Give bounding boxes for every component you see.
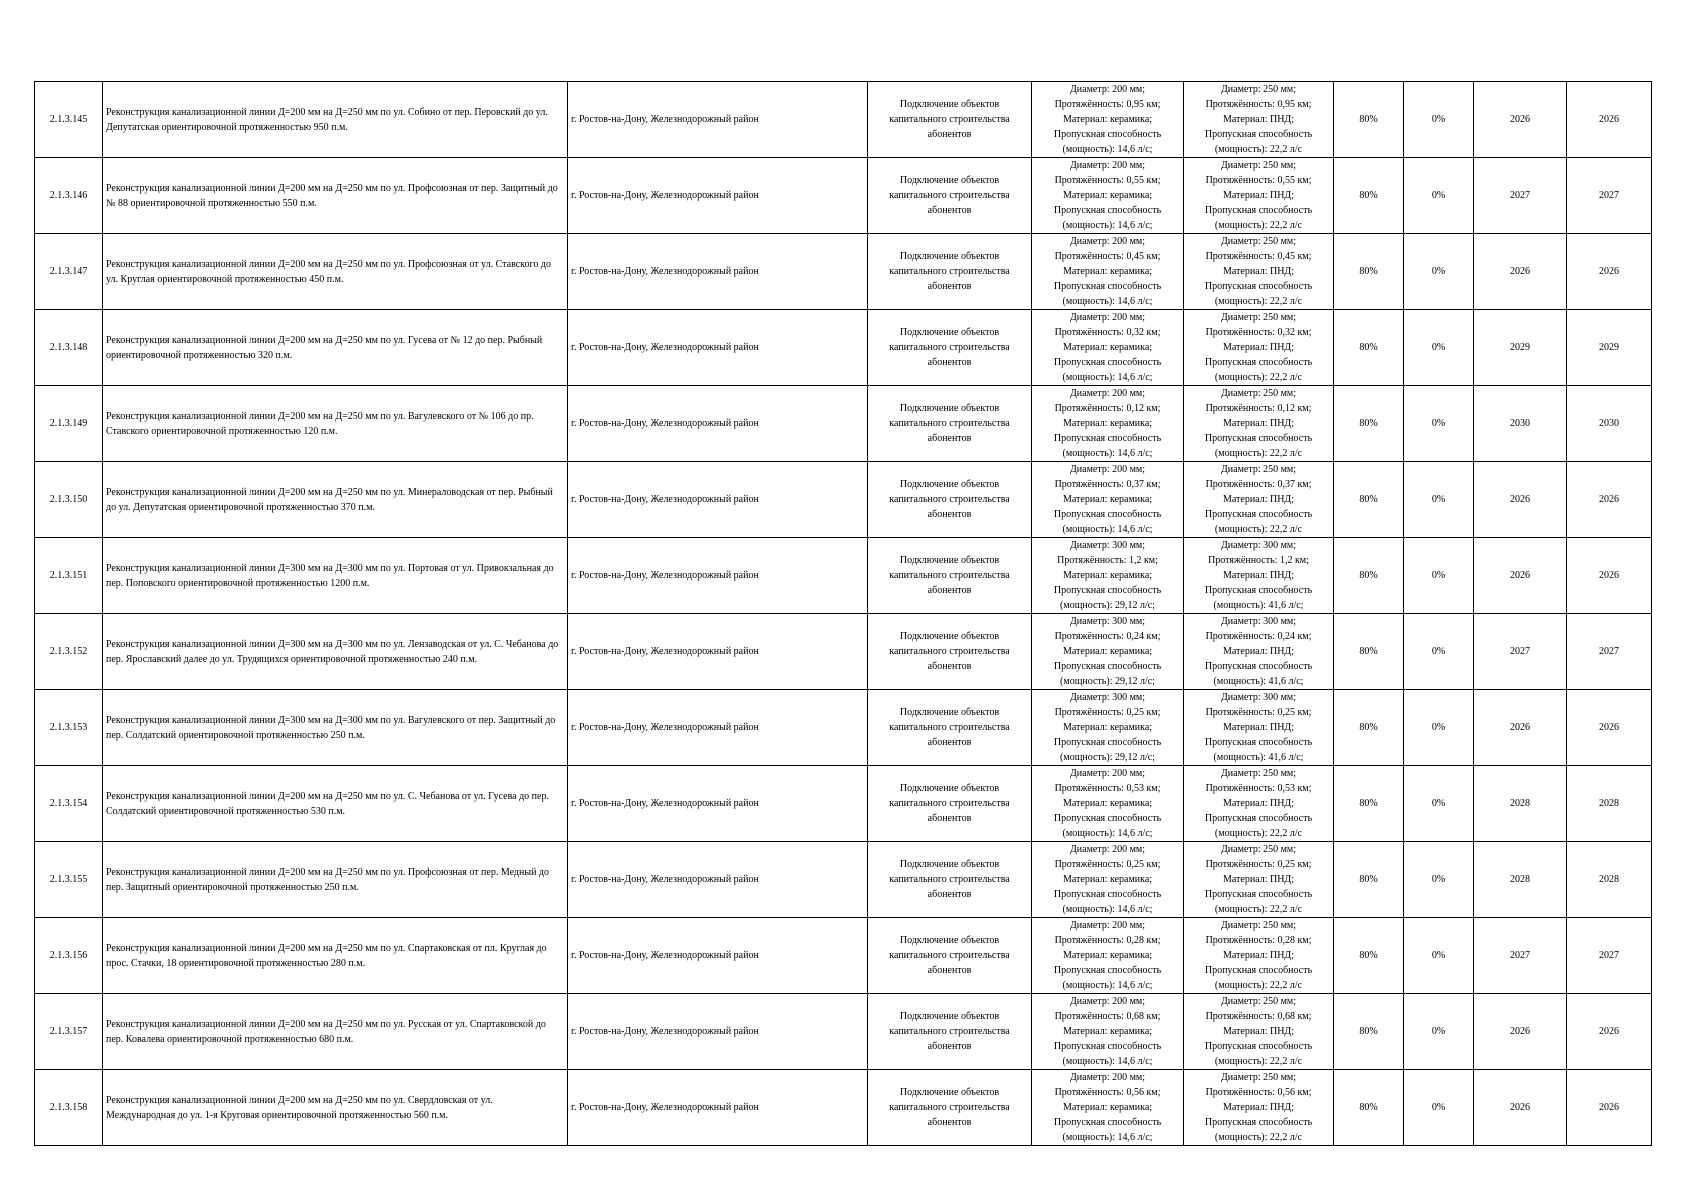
parameter-line: Материал: ПНД; bbox=[1222, 1102, 1295, 1113]
parameter-line: Диаметр: 300 мм; bbox=[1069, 692, 1146, 703]
parameter-line: Протяжённость: 0,53 км; bbox=[1205, 783, 1312, 794]
parameter-line: Диаметр: 200 мм; bbox=[1069, 388, 1146, 399]
project-purpose: Подключение объектов капитального строительства абонентов bbox=[868, 842, 1032, 918]
parameter-line: Диаметр: 300 мм; bbox=[1069, 540, 1146, 551]
table-row bbox=[35, 538, 1652, 614]
parameter-line: Протяжённость: 0,45 км; bbox=[1205, 251, 1312, 262]
parameter-line: Пропускная способность bbox=[1053, 357, 1162, 368]
parameter-line: Материал: ПНД; bbox=[1222, 570, 1295, 581]
parameter-line: Диаметр: 200 мм; bbox=[1069, 464, 1146, 475]
percent-value: 80% bbox=[1334, 158, 1404, 234]
row-number: 2.1.3.158 bbox=[35, 1070, 103, 1146]
parameter-line: Протяжённость: 0,32 км; bbox=[1205, 327, 1312, 338]
parameter-line: Протяжённость: 0,24 км; bbox=[1054, 631, 1161, 642]
parameter-line: Материал: ПНД; bbox=[1222, 190, 1295, 201]
parameter-line: (мощность): 22,2 л/с bbox=[1214, 1132, 1303, 1143]
table-row bbox=[35, 234, 1652, 310]
parameter-line: Материал: ПНД; bbox=[1222, 114, 1295, 125]
row-number: 2.1.3.146 bbox=[35, 158, 103, 234]
parameters-after bbox=[1184, 234, 1334, 310]
table-row bbox=[35, 918, 1652, 994]
parameters-before bbox=[1032, 234, 1184, 310]
project-purpose: Подключение объектов капитального строительства абонентов bbox=[868, 614, 1032, 690]
parameter-line: Пропускная способность bbox=[1053, 1117, 1162, 1128]
parameter-line: Материал: керамика; bbox=[1062, 418, 1153, 429]
percent-value: 80% bbox=[1334, 918, 1404, 994]
parameter-line: (мощность): 41,6 л/с; bbox=[1213, 676, 1304, 687]
parameter-line: (мощность): 22,2 л/с bbox=[1214, 904, 1303, 915]
project-address: г. Ростов-на-Дону, Железнодорожный район bbox=[568, 842, 868, 918]
parameters-after bbox=[1184, 386, 1334, 462]
parameter-line: (мощность): 22,2 л/с bbox=[1214, 828, 1303, 839]
project-purpose: Подключение объектов капитального строительства абонентов bbox=[868, 386, 1032, 462]
row-number: 2.1.3.145 bbox=[35, 82, 103, 158]
parameter-line: Протяжённость: 0,25 км; bbox=[1205, 707, 1312, 718]
row-number: 2.1.3.150 bbox=[35, 462, 103, 538]
parameter-line: (мощность): 14,6 л/с; bbox=[1062, 828, 1153, 839]
parameters-after bbox=[1184, 614, 1334, 690]
percent-value: 0% bbox=[1404, 614, 1474, 690]
parameter-line: Протяжённость: 0,37 км; bbox=[1054, 479, 1161, 490]
start-year: 2026 bbox=[1474, 690, 1567, 766]
parameter-line: Пропускная способность bbox=[1053, 813, 1162, 824]
start-year: 2029 bbox=[1474, 310, 1567, 386]
percent-value: 0% bbox=[1404, 538, 1474, 614]
end-year: 2026 bbox=[1567, 1070, 1652, 1146]
parameter-line: Диаметр: 300 мм; bbox=[1220, 692, 1297, 703]
percent-value: 80% bbox=[1334, 766, 1404, 842]
table-row bbox=[35, 310, 1652, 386]
project-name: Реконструкция канализационной линии Д=200 мм на Д=250 мм по ул. Профсоюзная от ул. Ставского до ул. Круглая ориентировочной протяженностью 450 п.м. bbox=[103, 234, 568, 310]
percent-value: 0% bbox=[1404, 918, 1474, 994]
row-number: 2.1.3.154 bbox=[35, 766, 103, 842]
start-year: 2026 bbox=[1474, 1070, 1567, 1146]
parameters-after bbox=[1184, 158, 1334, 234]
end-year: 2028 bbox=[1567, 766, 1652, 842]
project-address: г. Ростов-на-Дону, Железнодорожный район bbox=[568, 386, 868, 462]
parameter-line: Пропускная способность bbox=[1204, 1117, 1313, 1128]
parameters-before bbox=[1032, 690, 1184, 766]
parameter-line: Пропускная способность bbox=[1053, 585, 1162, 596]
table-row bbox=[35, 462, 1652, 538]
parameter-line: Протяжённость: 0,12 км; bbox=[1205, 403, 1312, 414]
row-number: 2.1.3.156 bbox=[35, 918, 103, 994]
project-address: г. Ростов-на-Дону, Железнодорожный район bbox=[568, 1070, 868, 1146]
parameter-line: Материал: керамика; bbox=[1062, 342, 1153, 353]
start-year: 2026 bbox=[1474, 994, 1567, 1070]
end-year: 2027 bbox=[1567, 158, 1652, 234]
parameter-line: Диаметр: 250 мм; bbox=[1220, 464, 1297, 475]
end-year: 2030 bbox=[1567, 386, 1652, 462]
percent-value: 80% bbox=[1334, 614, 1404, 690]
parameter-line: (мощность): 29,12 л/с; bbox=[1060, 752, 1155, 763]
parameter-line: Материал: ПНД; bbox=[1222, 418, 1295, 429]
table-row bbox=[35, 1070, 1652, 1146]
parameters-after bbox=[1184, 462, 1334, 538]
end-year: 2026 bbox=[1567, 462, 1652, 538]
percent-value: 0% bbox=[1404, 310, 1474, 386]
project-name: Реконструкция канализационной линии Д=200 мм на Д=250 мм по ул. Вагулевского от № 106 до пр. Ставского ориентировочной протяженностью 120 п.м. bbox=[103, 386, 568, 462]
parameter-line: Протяжённость: 0,32 км; bbox=[1054, 327, 1161, 338]
parameters-after bbox=[1184, 994, 1334, 1070]
parameter-line: (мощность): 22,2 л/с bbox=[1214, 448, 1303, 459]
parameter-line: Диаметр: 250 мм; bbox=[1220, 84, 1297, 95]
parameter-line: (мощность): 14,6 л/с; bbox=[1062, 144, 1153, 155]
percent-value: 0% bbox=[1404, 1070, 1474, 1146]
parameter-line: Пропускная способность bbox=[1204, 737, 1313, 748]
parameter-line: (мощность): 14,6 л/с; bbox=[1062, 1132, 1153, 1143]
parameter-line: Пропускная способность bbox=[1204, 129, 1313, 140]
row-number: 2.1.3.155 bbox=[35, 842, 103, 918]
row-number: 2.1.3.152 bbox=[35, 614, 103, 690]
parameter-line: Протяжённость: 0,12 км; bbox=[1054, 403, 1161, 414]
parameter-line: Материал: керамика; bbox=[1062, 1102, 1153, 1113]
percent-value: 0% bbox=[1404, 462, 1474, 538]
end-year: 2029 bbox=[1567, 310, 1652, 386]
parameter-line: (мощность): 14,6 л/с; bbox=[1062, 980, 1153, 991]
parameter-line: (мощность): 14,6 л/с; bbox=[1062, 448, 1153, 459]
parameter-line: Материал: керамика; bbox=[1062, 950, 1153, 961]
parameters-before bbox=[1032, 462, 1184, 538]
parameter-line: (мощность): 22,2 л/с bbox=[1214, 524, 1303, 535]
parameter-line: Материал: ПНД; bbox=[1222, 494, 1295, 505]
parameter-line: Протяжённость: 0,95 км; bbox=[1054, 99, 1161, 110]
start-year: 2027 bbox=[1474, 918, 1567, 994]
parameter-line: Протяжённость: 0,56 км; bbox=[1205, 1087, 1312, 1098]
project-address: г. Ростов-на-Дону, Железнодорожный район bbox=[568, 766, 868, 842]
table-row bbox=[35, 842, 1652, 918]
start-year: 2026 bbox=[1474, 538, 1567, 614]
parameter-line: Пропускная способность bbox=[1204, 205, 1313, 216]
parameter-line: (мощность): 14,6 л/с; bbox=[1062, 524, 1153, 535]
row-number: 2.1.3.148 bbox=[35, 310, 103, 386]
percent-value: 0% bbox=[1404, 690, 1474, 766]
parameter-line: Диаметр: 300 мм; bbox=[1069, 616, 1146, 627]
end-year: 2026 bbox=[1567, 538, 1652, 614]
parameter-line: Диаметр: 250 мм; bbox=[1220, 312, 1297, 323]
project-purpose: Подключение объектов капитального строительства абонентов bbox=[868, 994, 1032, 1070]
parameter-line: Материал: ПНД; bbox=[1222, 1026, 1295, 1037]
parameter-line: Диаметр: 200 мм; bbox=[1069, 996, 1146, 1007]
parameter-line: Пропускная способность bbox=[1204, 813, 1313, 824]
parameter-line: Пропускная способность bbox=[1053, 737, 1162, 748]
project-address: г. Ростов-на-Дону, Железнодорожный район bbox=[568, 918, 868, 994]
parameter-line: Протяжённость: 0,68 км; bbox=[1054, 1011, 1161, 1022]
project-address: г. Ростов-на-Дону, Железнодорожный район bbox=[568, 994, 868, 1070]
row-number: 2.1.3.153 bbox=[35, 690, 103, 766]
parameters-before bbox=[1032, 1070, 1184, 1146]
parameter-line: Протяжённость: 0,37 км; bbox=[1205, 479, 1312, 490]
project-name: Реконструкция канализационной линии Д=200 мм на Д=250 мм по ул. Профсоюзная от пер. Медный до пер. Защитный ориентировочной протяженностью 250 п.м. bbox=[103, 842, 568, 918]
parameter-line: Материал: керамика; bbox=[1062, 266, 1153, 277]
parameters-before bbox=[1032, 386, 1184, 462]
parameter-line: Материал: керамика; bbox=[1062, 1026, 1153, 1037]
table-row bbox=[35, 690, 1652, 766]
parameter-line: Пропускная способность bbox=[1053, 433, 1162, 444]
parameter-line: Протяжённость: 0,55 км; bbox=[1054, 175, 1161, 186]
parameter-line: Протяжённость: 0,45 км; bbox=[1054, 251, 1161, 262]
percent-value: 80% bbox=[1334, 386, 1404, 462]
parameter-line: Материал: ПНД; bbox=[1222, 722, 1295, 733]
table-row bbox=[35, 766, 1652, 842]
row-number: 2.1.3.151 bbox=[35, 538, 103, 614]
parameters-before bbox=[1032, 158, 1184, 234]
project-purpose: Подключение объектов капитального строительства абонентов bbox=[868, 462, 1032, 538]
parameter-line: (мощность): 41,6 л/с; bbox=[1213, 752, 1304, 763]
row-number: 2.1.3.147 bbox=[35, 234, 103, 310]
parameter-line: Диаметр: 300 мм; bbox=[1220, 616, 1297, 627]
start-year: 2028 bbox=[1474, 842, 1567, 918]
project-address: г. Ростов-на-Дону, Железнодорожный район bbox=[568, 614, 868, 690]
percent-value: 80% bbox=[1334, 690, 1404, 766]
end-year: 2027 bbox=[1567, 614, 1652, 690]
parameter-line: Пропускная способность bbox=[1204, 509, 1313, 520]
project-name: Реконструкция канализационной линии Д=200 мм на Д=250 мм по ул. Свердловская от ул. Международная до ул. 1-я Круговая ориентировочной протяженностью 560 п.м. bbox=[103, 1070, 568, 1146]
project-purpose: Подключение объектов капитального строительства абонентов bbox=[868, 766, 1032, 842]
parameters-before bbox=[1032, 310, 1184, 386]
parameters-before bbox=[1032, 82, 1184, 158]
parameter-line: Диаметр: 200 мм; bbox=[1069, 1072, 1146, 1083]
parameter-line: Пропускная способность bbox=[1204, 661, 1313, 672]
parameter-line: (мощность): 14,6 л/с; bbox=[1062, 904, 1153, 915]
project-purpose: Подключение объектов капитального строительства абонентов bbox=[868, 158, 1032, 234]
parameter-line: Пропускная способность bbox=[1053, 1041, 1162, 1052]
parameter-line: Диаметр: 200 мм; bbox=[1069, 920, 1146, 931]
parameter-line: Пропускная способность bbox=[1053, 509, 1162, 520]
parameters-after bbox=[1184, 918, 1334, 994]
parameter-line: (мощность): 14,6 л/с; bbox=[1062, 296, 1153, 307]
project-name: Реконструкция канализационной линии Д=300 мм на Д=300 мм по ул. Вагулевского от пер. Защитный до пер. Солдатский ориентировочной протяженностью 250 п.м. bbox=[103, 690, 568, 766]
parameter-line: (мощность): 14,6 л/с; bbox=[1062, 372, 1153, 383]
parameter-line: Диаметр: 200 мм; bbox=[1069, 768, 1146, 779]
project-name: Реконструкция канализационной линии Д=200 мм на Д=250 мм по ул. Гусева от № 12 до пер. Рыбный ориентировочной протяженностью 320 п.м. bbox=[103, 310, 568, 386]
parameters-before bbox=[1032, 918, 1184, 994]
percent-value: 80% bbox=[1334, 1070, 1404, 1146]
parameter-line: Материал: керамика; bbox=[1062, 494, 1153, 505]
parameter-line: Диаметр: 300 мм; bbox=[1220, 540, 1297, 551]
parameter-line: Материал: ПНД; bbox=[1222, 874, 1295, 885]
parameter-line: Пропускная способность bbox=[1204, 965, 1313, 976]
project-purpose: Подключение объектов капитального строительства абонентов bbox=[868, 82, 1032, 158]
row-number: 2.1.3.157 bbox=[35, 994, 103, 1070]
table-row bbox=[35, 994, 1652, 1070]
parameter-line: Пропускная способность bbox=[1204, 357, 1313, 368]
parameter-line: (мощность): 22,2 л/с bbox=[1214, 1056, 1303, 1067]
parameter-line: (мощность): 22,2 л/с bbox=[1214, 296, 1303, 307]
end-year: 2026 bbox=[1567, 994, 1652, 1070]
parameter-line: Материал: ПНД; bbox=[1222, 950, 1295, 961]
project-name: Реконструкция канализационной линии Д=200 мм на Д=250 мм по ул. С. Чебанова от ул. Гусева до пер. Солдатский ориентировочной протяженностью 530 п.м. bbox=[103, 766, 568, 842]
end-year: 2026 bbox=[1567, 82, 1652, 158]
parameter-line: Протяжённость: 0,25 км; bbox=[1054, 859, 1161, 870]
project-purpose: Подключение объектов капитального строительства абонентов bbox=[868, 310, 1032, 386]
parameters-after bbox=[1184, 690, 1334, 766]
percent-value: 80% bbox=[1334, 82, 1404, 158]
parameter-line: (мощность): 41,6 л/с; bbox=[1213, 600, 1304, 611]
parameter-line: Диаметр: 250 мм; bbox=[1220, 768, 1297, 779]
start-year: 2027 bbox=[1474, 158, 1567, 234]
start-year: 2030 bbox=[1474, 386, 1567, 462]
percent-value: 80% bbox=[1334, 310, 1404, 386]
parameters-after bbox=[1184, 82, 1334, 158]
percent-value: 0% bbox=[1404, 386, 1474, 462]
parameter-line: Диаметр: 250 мм; bbox=[1220, 920, 1297, 931]
parameter-line: Материал: керамика; bbox=[1062, 570, 1153, 581]
parameters-before bbox=[1032, 614, 1184, 690]
project-purpose: Подключение объектов капитального строительства абонентов bbox=[868, 538, 1032, 614]
parameter-line: Пропускная способность bbox=[1053, 965, 1162, 976]
project-name: Реконструкция канализационной линии Д=300 мм на Д=300 мм по ул. Лензаводская от ул. С. Чебанова до пер. Ярославский далее до ул. Трудящихся ориентировочной протяженностью 240 п.м. bbox=[103, 614, 568, 690]
parameter-line: Пропускная способность bbox=[1053, 889, 1162, 900]
parameters-after bbox=[1184, 1070, 1334, 1146]
parameter-line: Материал: керамика; bbox=[1062, 114, 1153, 125]
start-year: 2026 bbox=[1474, 462, 1567, 538]
parameters-after bbox=[1184, 538, 1334, 614]
parameter-line: Пропускная способность bbox=[1053, 281, 1162, 292]
project-address: г. Ростов-на-Дону, Железнодорожный район bbox=[568, 310, 868, 386]
end-year: 2026 bbox=[1567, 690, 1652, 766]
parameter-line: Протяжённость: 0,56 км; bbox=[1054, 1087, 1161, 1098]
percent-value: 0% bbox=[1404, 842, 1474, 918]
parameter-line: Диаметр: 200 мм; bbox=[1069, 84, 1146, 95]
parameter-line: Протяжённость: 0,25 км; bbox=[1205, 859, 1312, 870]
parameters-after bbox=[1184, 842, 1334, 918]
parameter-line: Материал: ПНД; bbox=[1222, 798, 1295, 809]
parameters-before bbox=[1032, 538, 1184, 614]
project-name: Реконструкция канализационной линии Д=200 мм на Д=250 мм по ул. Минераловодская от пер. Рыбный до ул. Депутатская ориентировочной протяженностью 370 п.м. bbox=[103, 462, 568, 538]
parameters-before bbox=[1032, 766, 1184, 842]
start-year: 2027 bbox=[1474, 614, 1567, 690]
percent-value: 80% bbox=[1334, 234, 1404, 310]
parameter-line: Материал: керамика; bbox=[1062, 190, 1153, 201]
parameter-line: Материал: ПНД; bbox=[1222, 646, 1295, 657]
project-address: г. Ростов-на-Дону, Железнодорожный район bbox=[568, 234, 868, 310]
parameter-line: Протяжённость: 1,2 км; bbox=[1208, 555, 1309, 566]
parameter-line: Диаметр: 250 мм; bbox=[1220, 1072, 1297, 1083]
table-body bbox=[35, 82, 1652, 1146]
parameter-line: (мощность): 29,12 л/с; bbox=[1060, 676, 1155, 687]
parameter-line: Пропускная способность bbox=[1204, 585, 1313, 596]
table-row bbox=[35, 158, 1652, 234]
parameters-after bbox=[1184, 766, 1334, 842]
project-address: г. Ростов-на-Дону, Железнодорожный район bbox=[568, 538, 868, 614]
start-year: 2026 bbox=[1474, 234, 1567, 310]
parameter-line: Протяжённость: 0,55 км; bbox=[1205, 175, 1312, 186]
parameter-line: Диаметр: 200 мм; bbox=[1069, 312, 1146, 323]
parameter-line: Материал: керамика; bbox=[1062, 874, 1153, 885]
parameter-line: Протяжённость: 0,28 км; bbox=[1054, 935, 1161, 946]
parameter-line: Диаметр: 250 мм; bbox=[1220, 388, 1297, 399]
parameter-line: Диаметр: 250 мм; bbox=[1220, 236, 1297, 247]
parameter-line: (мощность): 22,2 л/с bbox=[1214, 980, 1303, 991]
parameter-line: Материал: керамика; bbox=[1062, 722, 1153, 733]
percent-value: 80% bbox=[1334, 842, 1404, 918]
row-number: 2.1.3.149 bbox=[35, 386, 103, 462]
project-purpose: Подключение объектов капитального строительства абонентов bbox=[868, 918, 1032, 994]
project-address: г. Ростов-на-Дону, Железнодорожный район bbox=[568, 462, 868, 538]
percent-value: 80% bbox=[1334, 538, 1404, 614]
table-row bbox=[35, 614, 1652, 690]
parameter-line: Протяжённость: 0,95 км; bbox=[1205, 99, 1312, 110]
parameter-line: Диаметр: 250 мм; bbox=[1220, 996, 1297, 1007]
percent-value: 0% bbox=[1404, 158, 1474, 234]
parameters-after bbox=[1184, 310, 1334, 386]
parameter-line: Протяжённость: 0,53 км; bbox=[1054, 783, 1161, 794]
parameter-line: Пропускная способность bbox=[1204, 889, 1313, 900]
end-year: 2028 bbox=[1567, 842, 1652, 918]
percent-value: 80% bbox=[1334, 994, 1404, 1070]
project-address: г. Ростов-на-Дону, Железнодорожный район bbox=[568, 158, 868, 234]
project-purpose: Подключение объектов капитального строительства абонентов bbox=[868, 690, 1032, 766]
parameter-line: Материал: ПНД; bbox=[1222, 342, 1295, 353]
parameter-line: Диаметр: 250 мм; bbox=[1220, 844, 1297, 855]
parameter-line: Диаметр: 200 мм; bbox=[1069, 236, 1146, 247]
project-address: г. Ростов-на-Дону, Железнодорожный район bbox=[568, 690, 868, 766]
parameter-line: Пропускная способность bbox=[1204, 1041, 1313, 1052]
parameter-line: Пропускная способность bbox=[1204, 281, 1313, 292]
parameter-line: Пропускная способность bbox=[1053, 205, 1162, 216]
parameters-before bbox=[1032, 994, 1184, 1070]
parameter-line: Протяжённость: 0,24 км; bbox=[1205, 631, 1312, 642]
parameter-line: Протяжённость: 0,68 км; bbox=[1205, 1011, 1312, 1022]
parameter-line: Протяжённость: 1,2 км; bbox=[1057, 555, 1158, 566]
start-year: 2028 bbox=[1474, 766, 1567, 842]
parameter-line: Диаметр: 200 мм; bbox=[1069, 160, 1146, 171]
percent-value: 80% bbox=[1334, 462, 1404, 538]
parameter-line: Материал: керамика; bbox=[1062, 798, 1153, 809]
parameter-line: (мощность): 14,6 л/с; bbox=[1062, 220, 1153, 231]
end-year: 2027 bbox=[1567, 918, 1652, 994]
parameter-line: Протяжённость: 0,28 км; bbox=[1205, 935, 1312, 946]
parameter-line: Диаметр: 250 мм; bbox=[1220, 160, 1297, 171]
document-table bbox=[34, 81, 1652, 1146]
end-year: 2026 bbox=[1567, 234, 1652, 310]
table-row bbox=[35, 82, 1652, 158]
parameter-line: (мощность): 14,6 л/с; bbox=[1062, 1056, 1153, 1067]
parameter-line: (мощность): 22,2 л/с bbox=[1214, 220, 1303, 231]
percent-value: 0% bbox=[1404, 766, 1474, 842]
project-address: г. Ростов-на-Дону, Железнодорожный район bbox=[568, 82, 868, 158]
parameter-line: (мощность): 29,12 л/с; bbox=[1060, 600, 1155, 611]
project-name: Реконструкция канализационной линии Д=200 мм на Д=250 мм по ул. Спартаковская от пл. Круглая до прос. Стачки, 18 ориентировочной протяженностью 280 п.м. bbox=[103, 918, 568, 994]
parameter-line: Пропускная способность bbox=[1053, 661, 1162, 672]
project-name: Реконструкция канализационной линии Д=200 мм на Д=250 мм по ул. Русская от ул. Спартаковской до пер. Ковалева ориентировочной протяженностью 680 п.м. bbox=[103, 994, 568, 1070]
parameter-line: Материал: ПНД; bbox=[1222, 266, 1295, 277]
parameter-line: (мощность): 22,2 л/с bbox=[1214, 144, 1303, 155]
parameters-before bbox=[1032, 842, 1184, 918]
parameter-line: Пропускная способность bbox=[1053, 129, 1162, 140]
parameter-line: Протяжённость: 0,25 км; bbox=[1054, 707, 1161, 718]
project-name: Реконструкция канализационной линии Д=200 мм на Д=250 мм по ул. Профсоюзная от пер. Защитный до № 88 ориентировочной протяженностью 550 п.м. bbox=[103, 158, 568, 234]
project-purpose: Подключение объектов капитального строительства абонентов bbox=[868, 1070, 1032, 1146]
project-purpose: Подключение объектов капитального строительства абонентов bbox=[868, 234, 1032, 310]
table-row bbox=[35, 386, 1652, 462]
parameter-line: Материал: керамика; bbox=[1062, 646, 1153, 657]
parameter-line: Пропускная способность bbox=[1204, 433, 1313, 444]
percent-value: 0% bbox=[1404, 234, 1474, 310]
percent-value: 0% bbox=[1404, 994, 1474, 1070]
project-name: Реконструкция канализационной линии Д=300 мм на Д=300 мм по ул. Портовая от ул. Привокзальная до пер. Поповского ориентировочной протяженностью 1200 п.м. bbox=[103, 538, 568, 614]
start-year: 2026 bbox=[1474, 82, 1567, 158]
parameter-line: (мощность): 22,2 л/с bbox=[1214, 372, 1303, 383]
percent-value: 0% bbox=[1404, 82, 1474, 158]
parameter-line: Диаметр: 200 мм; bbox=[1069, 844, 1146, 855]
project-name: Реконструкция канализационной линии Д=200 мм на Д=250 мм по ул. Собино от пер. Перовский до ул. Депутатская ориентировочной протяженностью 950 п.м. bbox=[103, 82, 568, 158]
